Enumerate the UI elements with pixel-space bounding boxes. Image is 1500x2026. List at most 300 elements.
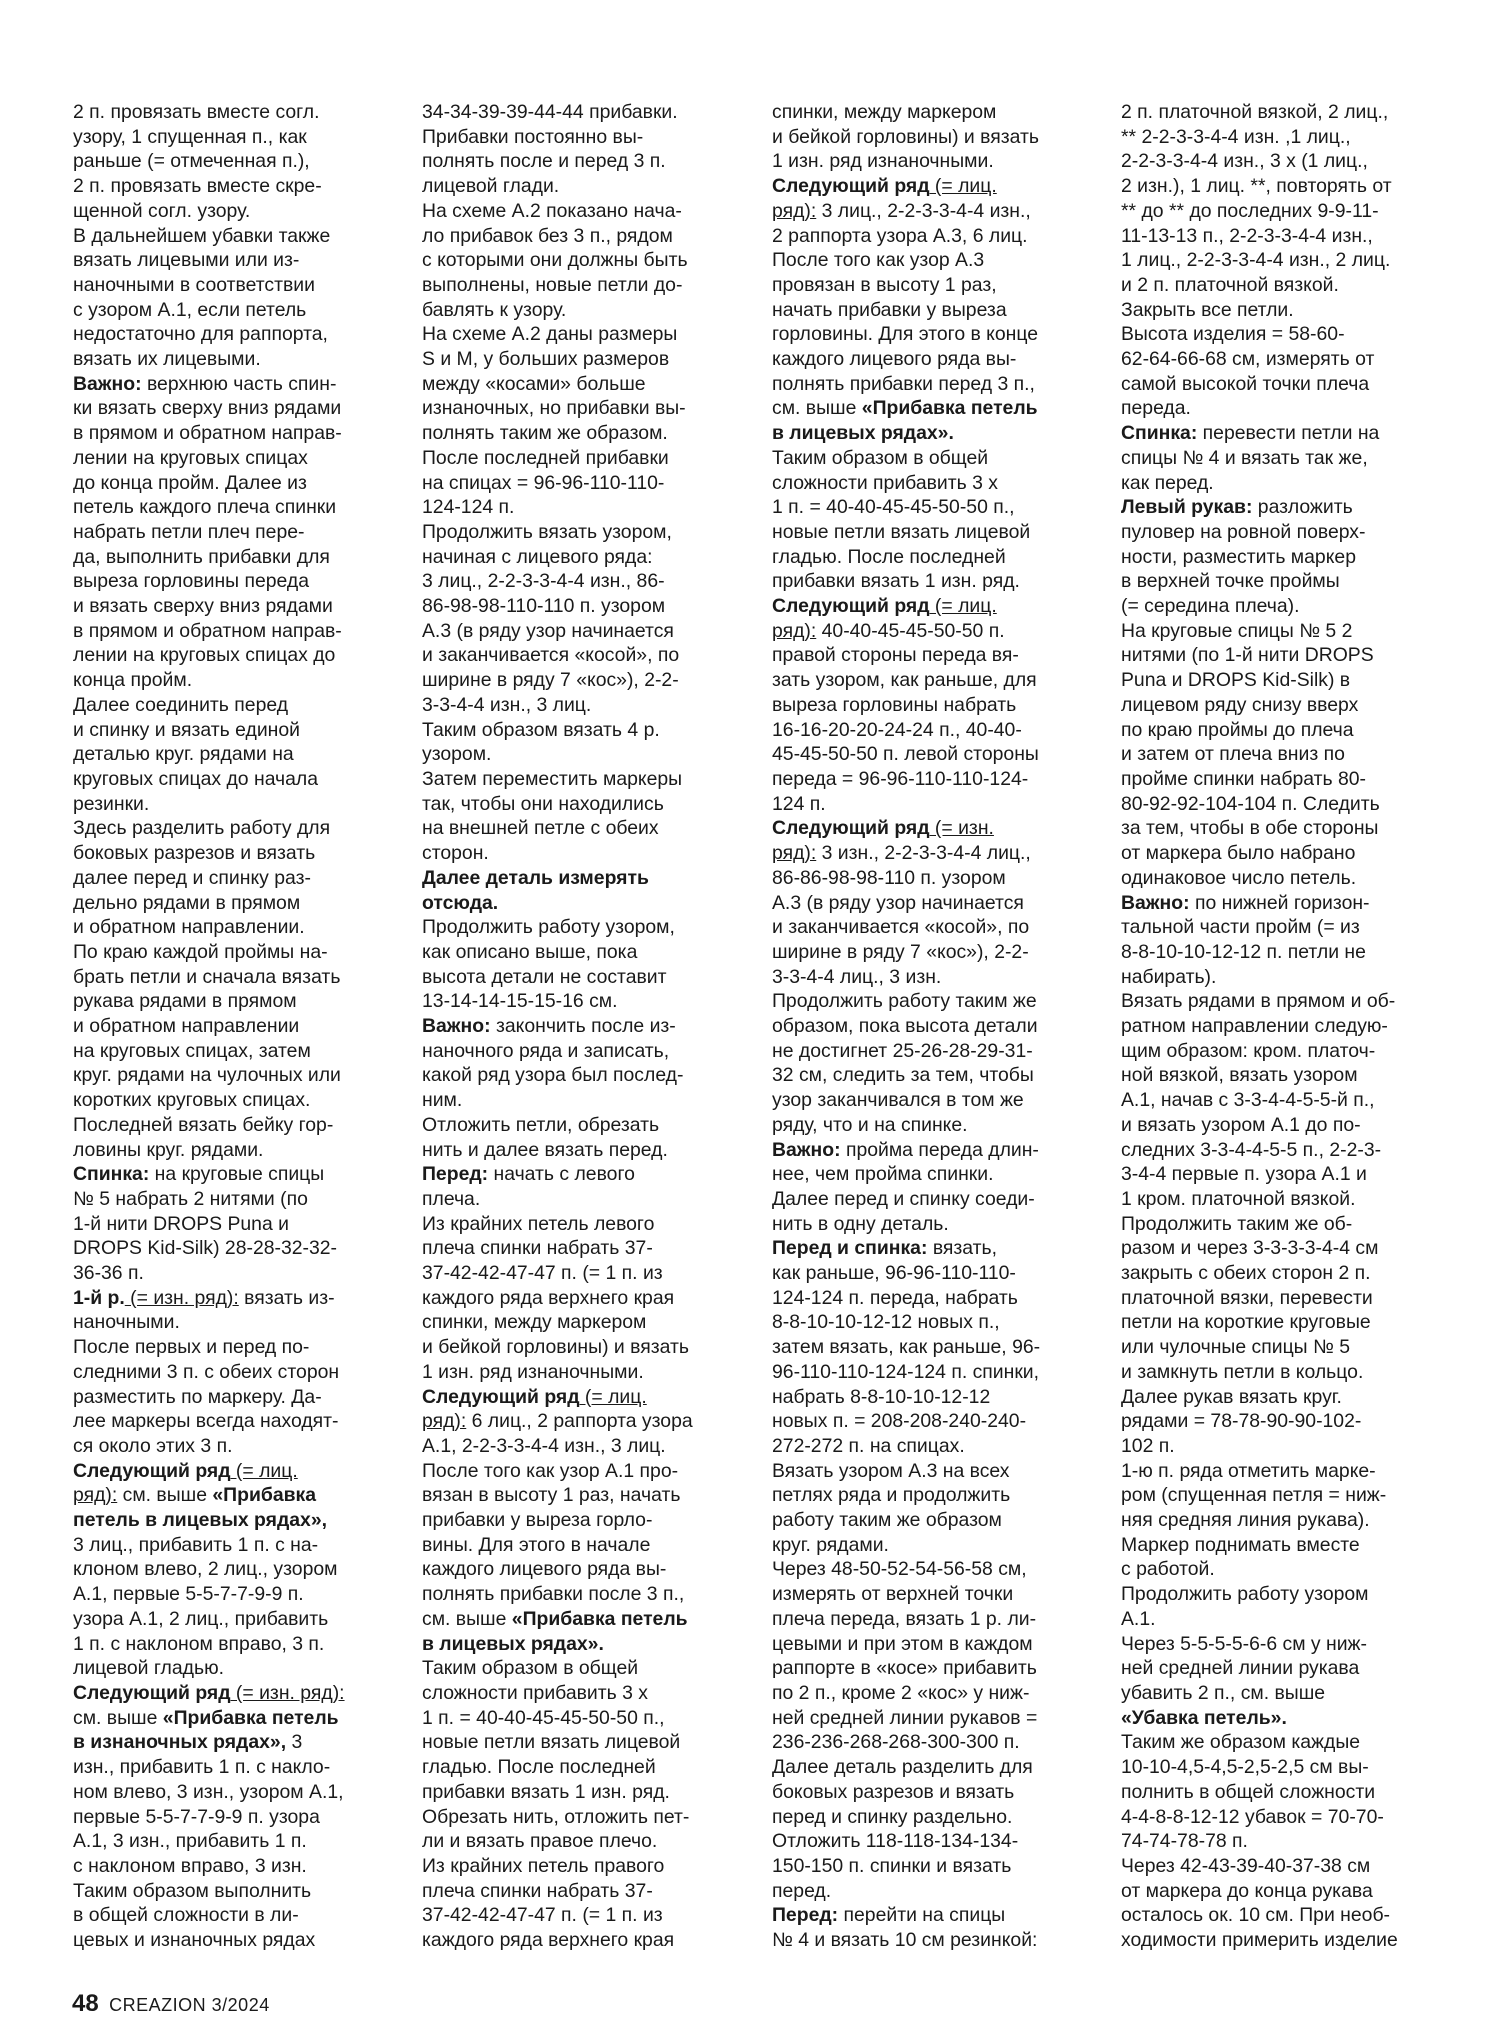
text-run: ром (спущенная петля = ниж- [1121,1484,1387,1507]
text-run: Отложить петли, обрезать [422,1113,660,1136]
text-run: Продолжить работу узором [1121,1583,1369,1606]
text-run: вины. Для этого в начале [422,1533,651,1556]
text-run: или чулочные спицы № 5 [1121,1336,1350,1359]
text-line [422,619,762,644]
text-line [1121,1854,1461,1879]
text-run: каждого ряда верхнего края [422,1929,675,1952]
text-line [1121,569,1461,594]
text-run: выполнены, новые петли до- [422,273,683,296]
text-line [422,471,762,496]
text-run: рукава рядами в прямом [73,990,297,1013]
text-run: см. выше [73,1706,163,1729]
text-line [772,1286,1112,1311]
text-line [422,520,762,545]
text-line [1121,1459,1461,1484]
text-run: Далее деталь разделить для [772,1756,1033,1779]
text-run: няя средняя линия рукава). [1121,1509,1370,1532]
text-line [1121,1335,1461,1360]
text-line [73,891,413,916]
text-run: Прибавки постоянно вы- [422,125,644,148]
text-run: рядами = 78-78-90-90-102- [1121,1410,1362,1433]
text-line [73,1187,413,1212]
text-line [772,1138,1112,1163]
text-line [422,569,762,594]
text-line [422,1113,762,1138]
text-line [73,1928,413,1953]
text-line [73,1780,413,1805]
text-line [422,1805,762,1830]
text-run: 236-236-268-268-300-300 п. [772,1731,1020,1754]
text-run: и спинку и вязать единой [73,718,300,741]
text-run: DROPS Kid-Silk) 28-28-32-32- [73,1237,338,1260]
bold-run: Следующий ряд [73,1459,231,1482]
text-run: A.1. [1121,1607,1156,1630]
text-line [73,520,413,545]
text-line [73,718,413,743]
text-run: лицевом ряду снизу вверх [1121,693,1359,716]
text-run: 150-150 п. спинки и вязать [772,1854,1012,1877]
text-run: разложить [1252,496,1353,519]
text-line [73,1261,413,1286]
text-line [1121,1656,1461,1681]
text-run: полнять прибавки после 3 п., [422,1583,685,1606]
text-line [1121,100,1461,125]
text-line [1121,372,1461,397]
text-line [1121,1681,1461,1706]
text-line [1121,545,1461,570]
text-run: недостаточно для раппорта, [73,323,328,346]
text-line [772,915,1112,940]
text-run: и вязать узором A.1 до по- [1121,1113,1361,1136]
text-line [73,1286,413,1311]
text-line [73,1385,413,1410]
text-run: и затем от плеча вниз по [1121,743,1345,766]
text-line [772,174,1112,199]
text-line [1121,495,1461,520]
text-line [772,594,1112,619]
text-run: На схеме A.2 даны размеры [422,323,678,346]
text-run: Закрыть все петли. [1121,298,1294,321]
text-run: и замкнуть петли в кольцо. [1121,1360,1364,1383]
text-run: 32 см, следить за тем, чтобы [772,1064,1034,1087]
text-run: пройме спинки набрать 80- [1121,767,1366,790]
text-line [1121,643,1461,668]
text-run: ней средней линии рукава [1121,1657,1360,1680]
text-line [422,816,762,841]
underlined-run: (= лиц. [929,595,997,618]
text-run: щенной согл. узору. [73,199,251,222]
text-line [422,495,762,520]
text-line [1121,1533,1461,1558]
text-line [73,1903,413,1928]
text-run: 1 п. с наклоном вправо, 3 п. [73,1632,325,1655]
text-run: пройма переда длин- [840,1138,1039,1161]
text-run: вязан в высоту 1 раз, начать [422,1484,681,1507]
text-line [422,1409,762,1434]
text-line [422,1039,762,1064]
text-run: Puna и DROPS Kid-Silk) в [1121,669,1351,692]
text-line [1121,1409,1461,1434]
text-line [1121,1385,1461,1410]
text-run: клоном влево, 2 лиц., узором [73,1558,338,1581]
text-line [73,940,413,965]
text-run: см. выше [422,1607,512,1630]
text-line [422,841,762,866]
text-run: цевыми и при этом в каждом [772,1632,1033,1655]
text-line [73,767,413,792]
text-line [422,915,762,940]
text-run: 2 п. провязать вместе согл. [73,101,320,123]
bold-run: Далее деталь измерять [422,866,649,889]
text-line [772,1039,1112,1064]
text-line [73,1039,413,1064]
text-run: ном влево, 3 изн., узором A.1, [73,1780,344,1803]
text-line [1121,767,1461,792]
text-run: раппорте в «косе» прибавить [772,1657,1037,1680]
text-line [772,1409,1112,1434]
text-line [73,421,413,446]
text-line [1121,1755,1461,1780]
text-line [73,594,413,619]
text-run: 1 кром. платочной вязкой. [1121,1187,1356,1210]
text-run: коротких круговых спицах. [73,1089,311,1112]
text-line [73,1829,413,1854]
text-run: за тем, чтобы в обе стороны [1121,817,1379,840]
text-run: образом, пока высота детали [772,1015,1038,1038]
text-run: горловины. Для этого в конце [772,323,1039,346]
text-run: выреза горловины набрать [772,693,1017,716]
text-run: На схеме A.2 показано нача- [422,199,682,222]
text-line [73,545,413,570]
text-run: 3-3-4-4 изн., 3 лиц. [422,693,592,716]
text-line [772,1162,1112,1187]
underlined-run: ряд): [73,1484,118,1507]
text-line [422,1508,762,1533]
text-run: Таким образом вязать 4 р. [422,718,660,741]
text-column-2 [422,100,762,1953]
text-run: 2 п. платочной вязкой, 2 лиц., [1121,101,1389,123]
text-run: на внешней петле с обеих [422,817,659,840]
text-run: 4-4-8-8-12-12 убавок = 70-70- [1121,1805,1384,1828]
text-run: 1 п. = 40-40-45-45-50-50 п., [772,496,1015,519]
text-line [422,989,762,1014]
text-line [1121,273,1461,298]
text-line [772,643,1112,668]
text-line [422,1360,762,1385]
text-line [73,1335,413,1360]
text-line [422,446,762,471]
text-line [1121,149,1461,174]
text-line [1121,396,1461,421]
bold-run: в изнаночных рядах», [73,1731,287,1754]
text-line [772,1360,1112,1385]
text-line [772,940,1112,965]
text-run: следними 3 п. с обеих сторон [73,1360,340,1383]
text-run: 1-й нити DROPS Puna и [73,1212,289,1235]
text-run: 1 лиц., 2-2-3-3-4-4 изн., 2 лиц. [1121,249,1391,272]
text-line [1121,174,1461,199]
bold-run: «Прибавка петель [162,1706,339,1729]
text-run: раньше (= отмеченная п.), [73,150,310,173]
underlined-run: (= лиц. [929,175,997,198]
text-line [73,965,413,990]
text-line [1121,1310,1461,1335]
text-line [1121,1088,1461,1113]
text-line [1121,915,1461,940]
bold-run: Важно: [772,1138,841,1161]
text-run: Последней вязать бейку гор- [73,1113,334,1136]
text-line [422,643,762,668]
text-line [422,421,762,446]
text-run: На круговые спицы № 5 2 [1121,619,1353,642]
text-line [1121,1582,1461,1607]
bold-run: Следующий ряд [772,175,930,198]
text-run: вязать их лицевыми. [73,348,261,371]
text-run: пуловер на ровной поверх- [1121,520,1366,543]
text-run: полнять после и перед 3 п. [422,150,666,173]
text-line [1121,322,1461,347]
text-run: и обратном направлении. [73,916,305,939]
text-run: зать узором, как раньше, для [772,669,1037,692]
text-line [422,347,762,372]
text-run: 3 лиц., 2-2-3-3-4-4 изн., 86- [422,570,665,593]
text-line [73,322,413,347]
text-run: 3 [286,1731,303,1754]
text-line [772,396,1112,421]
text-line [772,891,1112,916]
text-run: ся около этих 3 п. [73,1434,233,1457]
text-line [772,1533,1112,1558]
text-run: После первых и перед по- [73,1336,310,1359]
text-line [1121,347,1461,372]
text-run: перед и спинку раздельно. [772,1805,1013,1828]
text-run: лицевой гладью. [73,1657,224,1680]
text-line [73,1113,413,1138]
bold-run: «Прибавка петель [861,397,1038,420]
text-run: нить и далее вязать перед. [422,1138,668,1161]
text-run: цевых и изнаночных рядах [73,1929,316,1952]
text-run: ширине в ряду 7 «кос»), 2-2- [772,940,1029,963]
text-run: лении на круговых спицах [73,446,308,469]
text-run: в общей сложности в ли- [73,1904,299,1927]
text-line [1121,1113,1461,1138]
text-run: новые петли вязать лицевой [772,520,1031,543]
text-run: самой высокой точки плеча [1121,372,1370,395]
text-run: перед. [772,1879,832,1902]
text-line [772,1730,1112,1755]
text-line [1121,841,1461,866]
text-line [422,100,762,125]
text-column-3 [772,100,1112,1953]
text-line [772,1681,1112,1706]
text-line [772,1113,1112,1138]
text-line [1121,742,1461,767]
text-run: ряду, что и на спинке. [772,1113,968,1136]
text-line [73,1063,413,1088]
text-line [422,693,762,718]
text-line [772,446,1112,471]
text-run: нить в одну деталь. [772,1212,949,1235]
text-line [1121,989,1461,1014]
text-line [772,421,1112,446]
bold-run: Левый рукав: [1121,496,1253,519]
text-run: Далее перед и спинку соеди- [772,1187,1035,1210]
text-run: и заканчивается «косой», по [422,644,680,667]
text-line [422,718,762,743]
magazine-issue: CREAZION 3/2024 [109,1995,270,2015]
text-run: № 4 и вязать 10 см резинкой: [772,1929,1038,1952]
text-line [73,643,413,668]
text-line [772,1310,1112,1335]
text-line [772,1236,1112,1261]
text-line [1121,1360,1461,1385]
text-run: и обратном направлении [73,1015,300,1038]
text-run: Таким образом выполнить [73,1879,312,1902]
bold-run: Перед и спинка: [772,1237,928,1260]
text-run: от маркера до конца рукава [1121,1879,1373,1902]
text-run: плеча. [422,1187,481,1210]
text-line [772,1582,1112,1607]
text-run: круг. рядами на чулочных или [73,1064,341,1087]
text-line [1121,125,1461,150]
text-run: плеча спинки набрать 37- [422,1879,653,1902]
bold-run: Перед: [772,1904,839,1927]
text-line [73,1088,413,1113]
text-run: 3 лиц., 2-2-3-3-4-4 изн., [816,199,1031,222]
text-run: 1 п. = 40-40-45-45-50-50 п., [422,1706,665,1729]
text-run: в верхней точке проймы [1121,570,1340,593]
text-line [772,199,1112,224]
text-run: сторон. [422,842,489,865]
text-run: Вязать узором A.3 на всех [772,1459,1010,1482]
text-run: A.1, 3 изн., прибавить 1 п. [73,1830,307,1853]
text-line [772,1854,1112,1879]
underlined-run: ряд): [422,1410,467,1433]
text-line [73,1360,413,1385]
text-run: Продолжить вязать узором, [422,520,672,543]
text-run: и вязать сверху вниз рядами [73,595,333,618]
text-line [1121,1162,1461,1187]
text-line [772,1755,1112,1780]
text-run: Далее соединить перед [73,693,289,716]
text-line [73,569,413,594]
text-line [422,1656,762,1681]
text-line [422,1879,762,1904]
text-line [772,742,1112,767]
text-run: наночного ряда и записать, [422,1039,670,1062]
text-line [73,1138,413,1163]
text-run: конца пройм. [73,669,193,692]
underlined-run: (= лиц. [579,1385,647,1408]
text-line [73,792,413,817]
text-run: 1-ю п. ряда отметить марке- [1121,1459,1376,1482]
text-line [772,1780,1112,1805]
bold-run: Следующий ряд [772,817,930,840]
text-line [772,100,1112,125]
text-line [1121,1063,1461,1088]
text-run: 86-86-98-98-110 п. узором [772,866,1006,889]
text-run: ловины круг. рядами. [73,1138,264,1161]
text-line [772,1903,1112,1928]
text-line [1121,1039,1461,1064]
text-line [73,841,413,866]
text-run: перевести петли на [1197,422,1380,445]
text-line [1121,1434,1461,1459]
text-run: Здесь разделить работу для [73,817,331,840]
text-run: на круговых спицах, затем [73,1039,311,1062]
text-run: по нижней горизон- [1189,891,1370,914]
text-run: Продолжить работу узором, [422,916,675,939]
text-run: одинаковое число петель. [1121,866,1357,889]
text-line [1121,1805,1461,1830]
text-line [772,718,1112,743]
text-line [422,199,762,224]
text-run: лицевой глади. [422,175,560,198]
text-line [1121,224,1461,249]
text-line [772,1632,1112,1657]
text-run: 74-74-78-78 п. [1121,1830,1248,1853]
text-run: боковых разрезов и вязать [73,842,316,865]
text-run: круг. рядами. [772,1533,889,1556]
text-line [422,248,762,273]
text-line [422,1212,762,1237]
text-run: новых п. = 208-208-240-240- [772,1410,1027,1433]
text-run: 124-124 п. [422,496,515,519]
text-column-1 [73,100,413,1953]
text-line [422,1261,762,1286]
text-run: 16-16-20-20-24-24 п., 40-40- [772,718,1022,741]
text-run: резинки. [73,792,150,815]
text-run: бавлять к узору. [422,298,567,321]
bold-run: «Прибавка [212,1484,317,1507]
text-line [422,396,762,421]
text-line [1121,1557,1461,1582]
text-line [422,1829,762,1854]
text-line [772,1879,1112,1904]
text-line [73,742,413,767]
text-line [772,1805,1112,1830]
text-line [1121,1187,1461,1212]
text-line [73,1607,413,1632]
text-line [772,965,1112,990]
text-line [772,1459,1112,1484]
text-run: 3 изн., 2-2-3-3-4-4 лиц., [816,842,1031,865]
text-line [772,298,1112,323]
text-run: закрыть с обеих сторон 2 п. [1121,1262,1371,1285]
text-line [422,1928,762,1953]
text-line [422,1310,762,1335]
text-line [1121,940,1461,965]
text-line [73,989,413,1014]
underlined-run: (= изн. [929,817,994,840]
text-run: брать петли и сначала вязать [73,965,341,988]
text-line [772,1014,1112,1039]
text-line [73,471,413,496]
text-line [772,1656,1112,1681]
text-line [73,1557,413,1582]
text-line [772,372,1112,397]
text-run: № 5 набрать 2 нитями (по [73,1187,308,1210]
text-line [73,1310,413,1335]
text-line [1121,816,1461,841]
text-line [73,1483,413,1508]
text-run: начать прибавки у выреза [772,298,1007,321]
underlined-run: (= изн. ряд): [124,1286,239,1309]
text-line [73,495,413,520]
text-line [73,1681,413,1706]
text-run: высота детали не составит [422,965,667,988]
text-run: см. выше [117,1484,213,1507]
